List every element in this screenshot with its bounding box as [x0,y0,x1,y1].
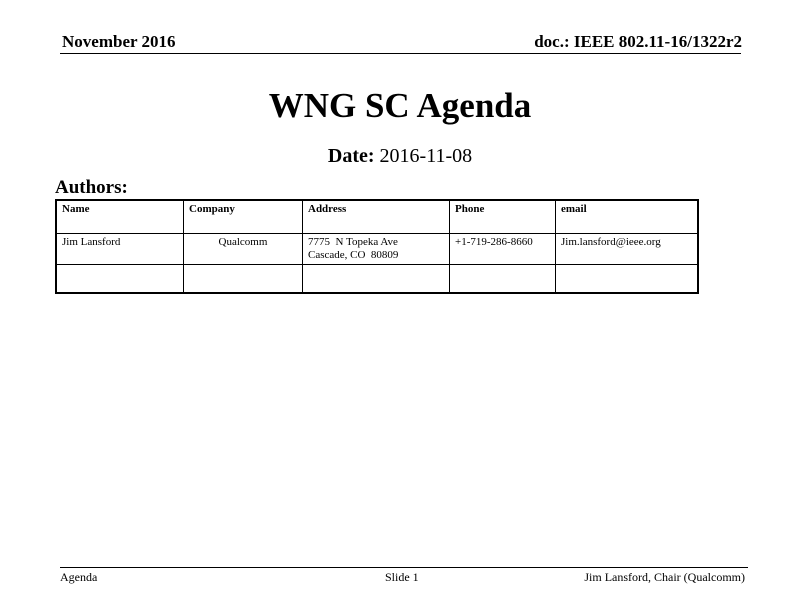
footer-slide-number: Slide 1 [385,570,419,584]
footer-right: Jim Lansford, Chair (Qualcomm) [584,570,745,584]
cell-address [303,234,450,265]
date-label: Date: [327,145,375,167]
header-cell-name: Name [56,200,184,234]
header-doc-id: doc.: IEEE 802.11-16/1322r2 [534,32,742,51]
header-cell-company: Company [184,200,303,234]
empty-cell [303,265,450,294]
slide-title: WNG SC Agenda [268,86,532,125]
address-line-2: Cascade, CO 80809 [308,249,399,261]
authors-label: Authors: [55,177,128,198]
footer-left: Agenda [60,570,98,584]
cell-phone: +1-719-286-8660 [450,234,556,265]
date-line [0,145,800,168]
table-header-row [56,200,698,234]
address-line-1: 7775 N Topeka Ave [308,236,398,248]
header-cell-address: Address [303,200,450,234]
cell-name: Jim Lansford [56,234,184,265]
table-row [56,234,698,265]
header-divider [60,53,741,54]
empty-cell [556,265,699,294]
table-row-empty [56,265,698,294]
footer-divider [60,567,748,568]
header-cell-phone: Phone [450,200,556,234]
cell-email: Jim.lansford@ieee.org [556,234,699,265]
empty-cell [450,265,556,294]
empty-cell [184,265,303,294]
empty-cell [56,265,184,294]
authors-table [55,199,699,294]
header-date: November 2016 [62,32,176,51]
cell-company: Qualcomm [184,234,303,265]
header-cell-email: email [556,200,699,234]
date-value: 2016-11-08 [379,145,473,167]
